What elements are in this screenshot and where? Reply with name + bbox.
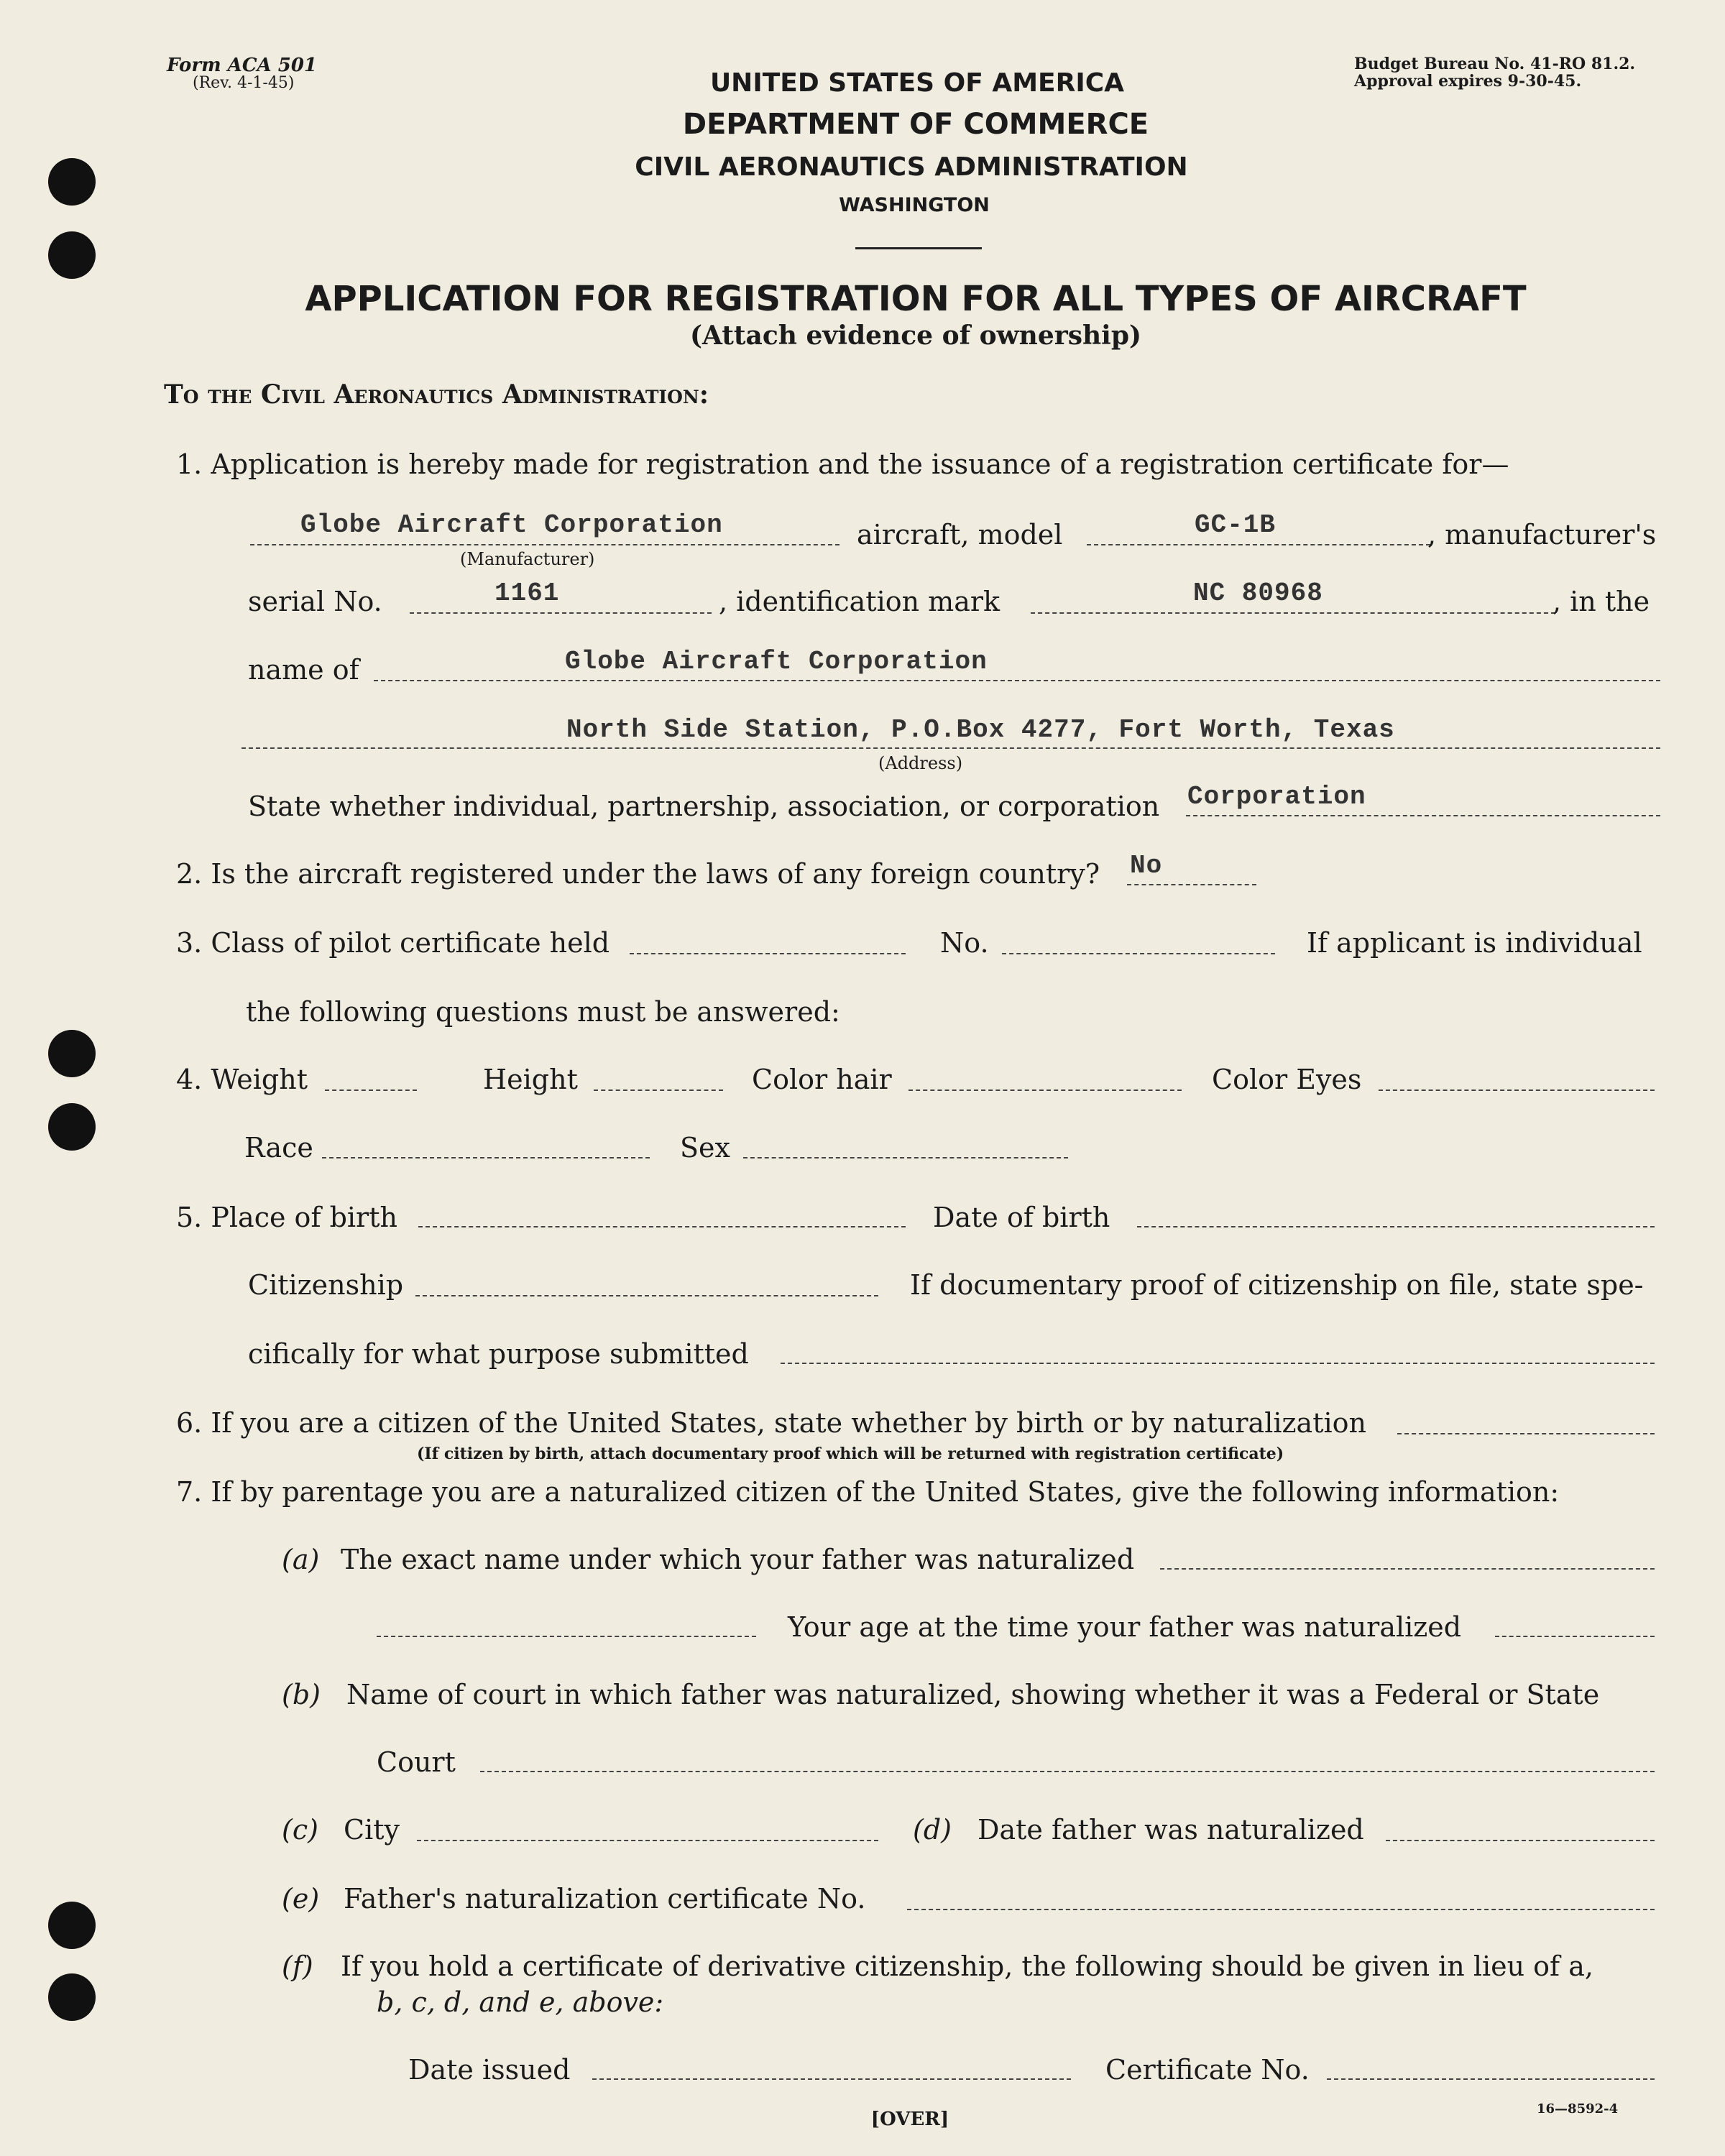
punch-hole <box>48 1030 96 1077</box>
serial-label: serial No. <box>248 586 382 617</box>
item-c-letter: (c) <box>282 1814 318 1846</box>
form-subtitle: (Attach evidence of ownership) <box>689 321 1142 351</box>
height-field[interactable] <box>594 1089 723 1091</box>
salutation: To the Civil Aeronautics Administration: <box>164 379 709 410</box>
model-value: GC-1B <box>1195 510 1276 540</box>
item-f-letter: (f) <box>282 1950 313 1982</box>
entity-type-value: Corporation <box>1187 782 1366 811</box>
citizenship-field[interactable] <box>415 1295 878 1296</box>
manufacturer-value: Globe Aircraft Corporation <box>300 510 723 540</box>
entity-type-field[interactable] <box>1186 815 1660 816</box>
father-certificate-field[interactable] <box>907 1909 1655 1910</box>
question-7: 7. If by parentage you are a naturalized citizen of the United States, give the following information: <box>176 1476 1560 1508</box>
pilot-no-field[interactable] <box>1002 953 1275 954</box>
question-2: 2. Is the aircraft registered under the laws of any foreign country? <box>176 858 1100 890</box>
item-d-letter: (d) <box>913 1814 952 1846</box>
father-name-field[interactable] <box>1160 1568 1655 1570</box>
form-id: Form ACA 501 <box>167 55 318 76</box>
color-hair-field[interactable] <box>908 1089 1182 1091</box>
height-label: Height <box>483 1064 578 1095</box>
weight-label: 4. Weight <box>176 1064 308 1095</box>
item-e-letter: (e) <box>282 1883 320 1915</box>
derivative-certificate-label: Certificate No. <box>1105 2054 1310 2086</box>
punch-hole <box>48 1973 96 2021</box>
pilot-class-field[interactable] <box>630 953 906 954</box>
race-label: Race <box>244 1132 313 1164</box>
sex-field[interactable] <box>743 1157 1068 1158</box>
in-the-label: , in the <box>1552 586 1650 617</box>
punch-hole <box>48 1103 96 1151</box>
date-of-birth-field[interactable] <box>1137 1226 1655 1227</box>
header-department: DEPARTMENT OF COMMERCE <box>682 108 1149 141</box>
proof-label: If documentary proof of citizenship on file, state spe- <box>910 1269 1644 1301</box>
address-caption: (Address) <box>878 753 963 773</box>
serial-field[interactable] <box>410 612 712 614</box>
item-b-label: Name of court in which father was naturalized, showing whether it was a Federal or State <box>346 1679 1600 1710</box>
punch-hole <box>48 158 96 206</box>
punch-hole <box>48 231 96 279</box>
foreign-registration-value: No <box>1130 851 1163 880</box>
father-name-field-2[interactable] <box>377 1636 756 1637</box>
question-1-intro: 1. Application is hereby made for registration and the issuance of a registration certificate for— <box>176 448 1509 480</box>
pilot-no-label: No. <box>940 927 989 959</box>
citizenship-label: Citizenship <box>248 1269 404 1301</box>
city-label: City <box>344 1814 400 1846</box>
model-field[interactable] <box>1087 544 1430 545</box>
owner-name-value: Globe Aircraft Corporation <box>565 647 988 676</box>
sex-label: Sex <box>680 1132 730 1164</box>
item-f-label-2: b, c, d, and e, above: <box>377 1986 664 2018</box>
purpose-label: cifically for what purpose submitted <box>248 1338 749 1370</box>
aircraft-model-label: aircraft, model <box>857 519 1063 550</box>
approval-expires: Approval expires 9-30-45. <box>1354 72 1582 91</box>
city-field[interactable] <box>417 1840 878 1841</box>
individual-note: If applicant is individual <box>1307 927 1642 959</box>
item-f-label: If you hold a certificate of derivative citizenship, the following should be given in lieu of a, <box>341 1950 1593 1982</box>
color-hair-label: Color hair <box>752 1064 892 1095</box>
date-naturalized-label: Date father was naturalized <box>978 1814 1364 1846</box>
identification-field[interactable] <box>1031 612 1555 614</box>
owner-name-field[interactable] <box>374 680 1660 681</box>
manufacturer-caption: (Manufacturer) <box>460 549 595 569</box>
age-label: Your age at the time your father was naturalized <box>788 1611 1462 1643</box>
form-revision: (Rev. 4-1-45) <box>193 74 295 92</box>
citizenship-method-field[interactable] <box>1397 1433 1655 1434</box>
color-eyes-field[interactable] <box>1379 1089 1655 1091</box>
print-code: 16—8592-4 <box>1537 2101 1619 2116</box>
manufacturers-label: , manufacturer's <box>1427 519 1657 550</box>
age-field[interactable] <box>1495 1636 1655 1637</box>
purpose-field[interactable] <box>781 1363 1655 1364</box>
following-questions: the following questions must be answered: <box>246 996 840 1028</box>
date-issued-label: Date issued <box>408 2054 571 2086</box>
header-country: UNITED STATES OF AMERICA <box>709 68 1125 98</box>
item-b-letter: (b) <box>282 1679 321 1710</box>
question-6-note: (If citizen by birth, attach documentary proof which will be returned with registration certificate) <box>417 1445 1284 1463</box>
date-naturalized-field[interactable] <box>1386 1840 1655 1841</box>
place-of-birth-label: 5. Place of birth <box>176 1202 397 1233</box>
date-issued-field[interactable] <box>592 2078 1071 2080</box>
entity-type-label: State whether individual, partnership, association, or corporation <box>248 791 1160 822</box>
header-rule <box>855 247 982 249</box>
weight-field[interactable] <box>325 1089 417 1091</box>
header-administration: CIVIL AERONAUTICS ADMINISTRATION <box>635 152 1188 182</box>
over-marker: [OVER] <box>870 2109 949 2130</box>
question-6: 6. If you are a citizen of the United States, state whether by birth or by naturalization <box>176 1407 1366 1439</box>
court-field[interactable] <box>480 1771 1655 1772</box>
punch-hole <box>48 1902 96 1949</box>
budget-bureau: Budget Bureau No. 41-RO 81.2. <box>1354 55 1636 73</box>
certificate-no-label: Father's naturalization certificate No. <box>344 1883 866 1915</box>
form-title: APPLICATION FOR REGISTRATION FOR ALL TYPES OF AIRCRAFT <box>305 279 1527 319</box>
manufacturer-field[interactable] <box>250 544 840 545</box>
foreign-registration-field[interactable] <box>1127 884 1256 885</box>
place-of-birth-field[interactable] <box>418 1226 906 1227</box>
date-of-birth-label: Date of birth <box>933 1202 1110 1233</box>
item-a-label: The exact name under which your father was naturalized <box>341 1544 1135 1575</box>
color-eyes-label: Color Eyes <box>1212 1064 1362 1095</box>
name-of-label: name of <box>248 654 359 686</box>
address-value: North Side Station, P.O.Box 4277, Fort Worth, Texas <box>566 715 1395 745</box>
race-field[interactable] <box>322 1157 650 1158</box>
derivative-certificate-field[interactable] <box>1327 2078 1655 2080</box>
identification-label: , identification mark <box>719 586 1000 617</box>
question-3: 3. Class of pilot certificate held <box>176 927 610 959</box>
header-city: WASHINGTON <box>839 194 990 216</box>
address-field[interactable] <box>242 747 1660 749</box>
item-a-letter: (a) <box>282 1544 320 1575</box>
serial-value: 1161 <box>494 579 560 608</box>
court-label: Court <box>377 1746 456 1778</box>
identification-value: NC 80968 <box>1193 579 1323 608</box>
